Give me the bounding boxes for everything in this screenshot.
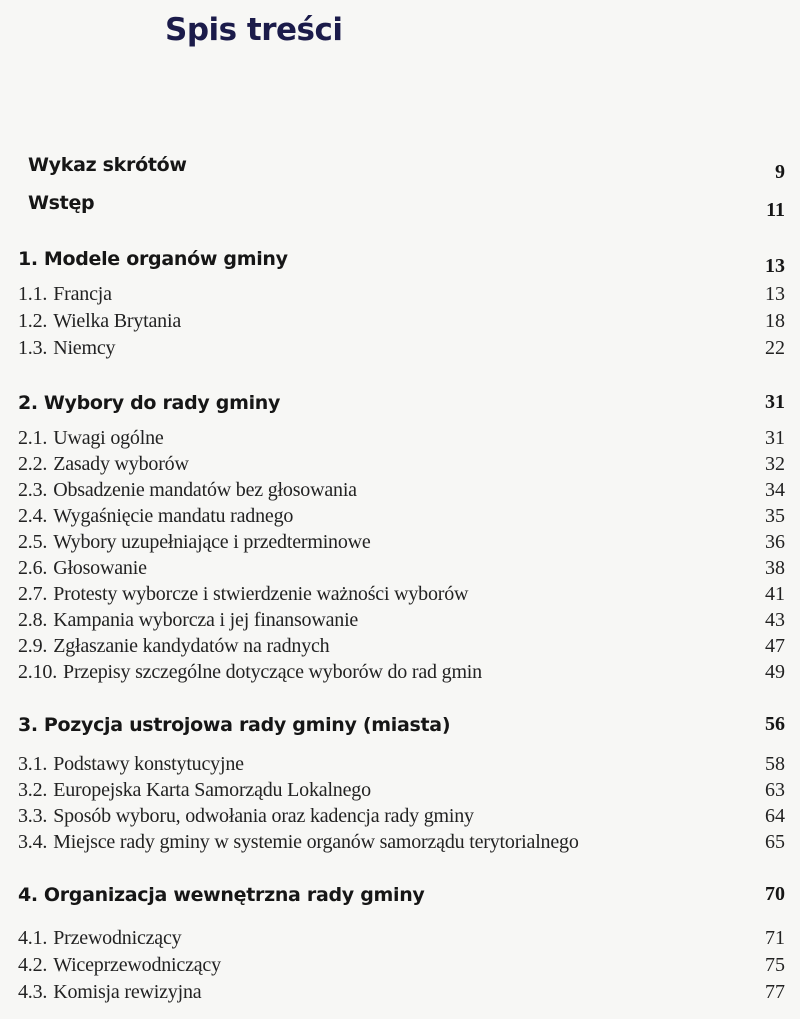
toc-entry-title	[18, 337, 765, 360]
toc-entry	[18, 502, 785, 528]
toc-entry-title	[18, 927, 765, 950]
toc-entry-number: 2.	[18, 392, 38, 414]
toc-entry-page: 70	[765, 883, 785, 905]
toc-entry-label: Niemcy	[53, 337, 116, 359]
toc-entry-page: 47	[765, 635, 785, 657]
toc-entry-title	[18, 453, 765, 476]
toc-entry	[18, 307, 785, 333]
toc-entry-page: 77	[765, 981, 785, 1003]
toc-entry-label: Przepisy szczególne dotyczące wyborów do rad gmin	[63, 661, 482, 683]
toc-entry-page: 49	[765, 661, 785, 683]
toc-entry	[18, 388, 785, 414]
toc-entry	[18, 606, 785, 632]
toc-entry-number: 1.1.	[18, 283, 48, 305]
toc-entry-label: Kampania wyborcza i jej finansowanie	[53, 609, 359, 631]
toc-entry-number: 2.3.	[18, 479, 48, 501]
toc-entry-title	[18, 583, 765, 606]
toc-entry-title	[18, 479, 765, 502]
toc-entry-title	[18, 531, 765, 554]
toc-entry-number: 3.1.	[18, 753, 48, 775]
toc-entry-number: 2.1.	[18, 427, 48, 449]
toc-entry	[18, 776, 785, 802]
toc-entry	[18, 280, 785, 306]
toc-entry-label: Wybory uzupełniające i przedterminowe	[53, 531, 371, 553]
toc-entry	[18, 334, 785, 360]
toc-entry-title	[18, 609, 765, 632]
toc-entry-page: 71	[765, 927, 785, 949]
toc-entry-title	[18, 283, 765, 306]
toc-entry-page: 13	[765, 255, 785, 277]
toc-entry-page: 22	[765, 337, 785, 359]
toc-entry-title	[28, 154, 775, 176]
toc-entry-number: 2.9.	[18, 635, 48, 657]
toc-entry-title	[18, 753, 765, 776]
toc-entry-label: Wybory do rady gminy	[43, 392, 281, 414]
toc-entry-title	[28, 192, 766, 214]
toc-entry-number: 2.4.	[18, 505, 48, 527]
toc-entry	[18, 828, 785, 854]
toc-entry-label: Miejsce rady gminy w systemie organów samorządu terytorialnego	[53, 831, 579, 853]
toc-entry-page: 38	[765, 557, 785, 579]
page-title: Spis treści	[165, 12, 343, 48]
toc-entry-title	[18, 831, 765, 854]
toc-entry-number: 2.6.	[18, 557, 48, 579]
toc-entry-number: 4.	[18, 884, 38, 906]
toc-entry	[18, 424, 785, 450]
toc-entry-number: 3.3.	[18, 805, 48, 827]
toc-entry-page: 31	[765, 427, 785, 449]
toc-entry	[18, 632, 785, 658]
toc-entry-label: Organizacja wewnętrzna rady gminy	[43, 884, 425, 906]
toc-entry-page: 64	[765, 805, 785, 827]
toc-entry	[18, 528, 785, 554]
toc-entry-page: 11	[766, 199, 785, 221]
toc-entry	[18, 750, 785, 776]
toc-entry-number: 2.7.	[18, 583, 48, 605]
toc-entry	[28, 188, 785, 221]
toc-entry-number: 2.10.	[18, 661, 58, 683]
toc-entry-title	[18, 954, 765, 977]
toc-entry-label: Wykaz skrótów	[28, 154, 187, 176]
toc-entry-page: 63	[765, 779, 785, 801]
toc-entry-title	[18, 248, 765, 270]
toc-entry-title	[18, 635, 765, 658]
toc-entry-label: Wstęp	[28, 192, 95, 214]
toc-entry-label: Modele organów gminy	[43, 248, 288, 270]
toc-entry-label: Obsadzenie mandatów bez głosowania	[53, 479, 357, 501]
toc-entry-title	[18, 505, 765, 528]
toc-entry-page: 36	[765, 531, 785, 553]
toc-entry	[18, 802, 785, 828]
toc-entry-title	[18, 392, 765, 414]
toc-entry-page: 9	[775, 161, 785, 183]
toc-entry-page: 65	[765, 831, 785, 853]
toc-entry-number: 2.5.	[18, 531, 48, 553]
toc-entry-page: 58	[765, 753, 785, 775]
toc-entry-number: 4.3.	[18, 981, 48, 1003]
toc-entry-page: 18	[765, 310, 785, 332]
toc-entry	[18, 951, 785, 977]
toc-entry-title	[18, 714, 765, 736]
toc-entry-label: Wiceprzewodniczący	[53, 954, 221, 976]
toc-entry-page: 56	[765, 713, 785, 735]
toc-entry-label: Podstawy konstytucyjne	[53, 753, 244, 775]
toc-entry-label: Głosowanie	[53, 557, 147, 579]
toc-entry	[18, 978, 785, 1004]
toc-entry	[18, 554, 785, 580]
toc-entry-title	[18, 779, 765, 802]
toc-entry-number: 4.1.	[18, 927, 48, 949]
toc-entry-label: Komisja rewizyjna	[53, 981, 202, 1003]
toc-entry	[18, 658, 785, 684]
toc-entry	[18, 710, 785, 736]
toc-entry-number: 1.3.	[18, 337, 48, 359]
toc-entry-page: 41	[765, 583, 785, 605]
toc-entry-label: Francja	[53, 283, 112, 305]
toc-entry-title	[18, 805, 765, 828]
toc-entry-title	[18, 557, 765, 580]
toc-entry	[18, 450, 785, 476]
toc-entry-label: Zgłaszanie kandydatów na radnych	[53, 635, 330, 657]
toc-entry-page: 35	[765, 505, 785, 527]
toc-entry-number: 3.	[18, 714, 38, 736]
toc-entry-number: 2.2.	[18, 453, 48, 475]
toc-entry-title	[18, 310, 765, 333]
toc-entry-label: Wielka Brytania	[53, 310, 182, 332]
toc-entry-page: 75	[765, 954, 785, 976]
toc-entry	[18, 580, 785, 606]
toc-entry-label: Uwagi ogólne	[53, 427, 164, 449]
toc-entry-title	[18, 884, 765, 906]
toc-entry-label: Zasady wyborów	[53, 453, 189, 475]
toc-entry-number: 2.8.	[18, 609, 48, 631]
toc-entry-page: 43	[765, 609, 785, 631]
toc-entry-number: 1.2.	[18, 310, 48, 332]
toc-entry-page: 32	[765, 453, 785, 475]
toc-entry	[18, 880, 785, 906]
toc-entry-label: Wygaśnięcie mandatu radnego	[53, 505, 294, 527]
toc-entry-number: 1.	[18, 248, 38, 270]
toc-entry-number: 3.2.	[18, 779, 48, 801]
toc-entry-label: Sposób wyboru, odwołania oraz kadencja rady gminy	[53, 805, 474, 827]
toc-entry	[28, 150, 785, 183]
toc-entry-page: 34	[765, 479, 785, 501]
toc-entry-page: 31	[765, 391, 785, 413]
toc-entry	[18, 924, 785, 950]
toc-entry-label: Europejska Karta Samorządu Lokalnego	[53, 779, 371, 801]
toc-entry-page: 13	[765, 283, 785, 305]
toc-entry-label: Protesty wyborcze i stwierdzenie ważności wyborów	[53, 583, 469, 605]
toc-entry	[18, 476, 785, 502]
toc-entry-title	[18, 981, 765, 1004]
toc-entry-title	[18, 661, 765, 684]
toc-entry-number: 4.2.	[18, 954, 48, 976]
toc-entry-label: Przewodniczący	[53, 927, 182, 949]
toc-entry-number: 3.4.	[18, 831, 48, 853]
toc-entry-label: Pozycja ustrojowa rady gminy (miasta)	[43, 714, 451, 736]
toc-entry	[18, 244, 785, 277]
toc-entry-title	[18, 427, 765, 450]
